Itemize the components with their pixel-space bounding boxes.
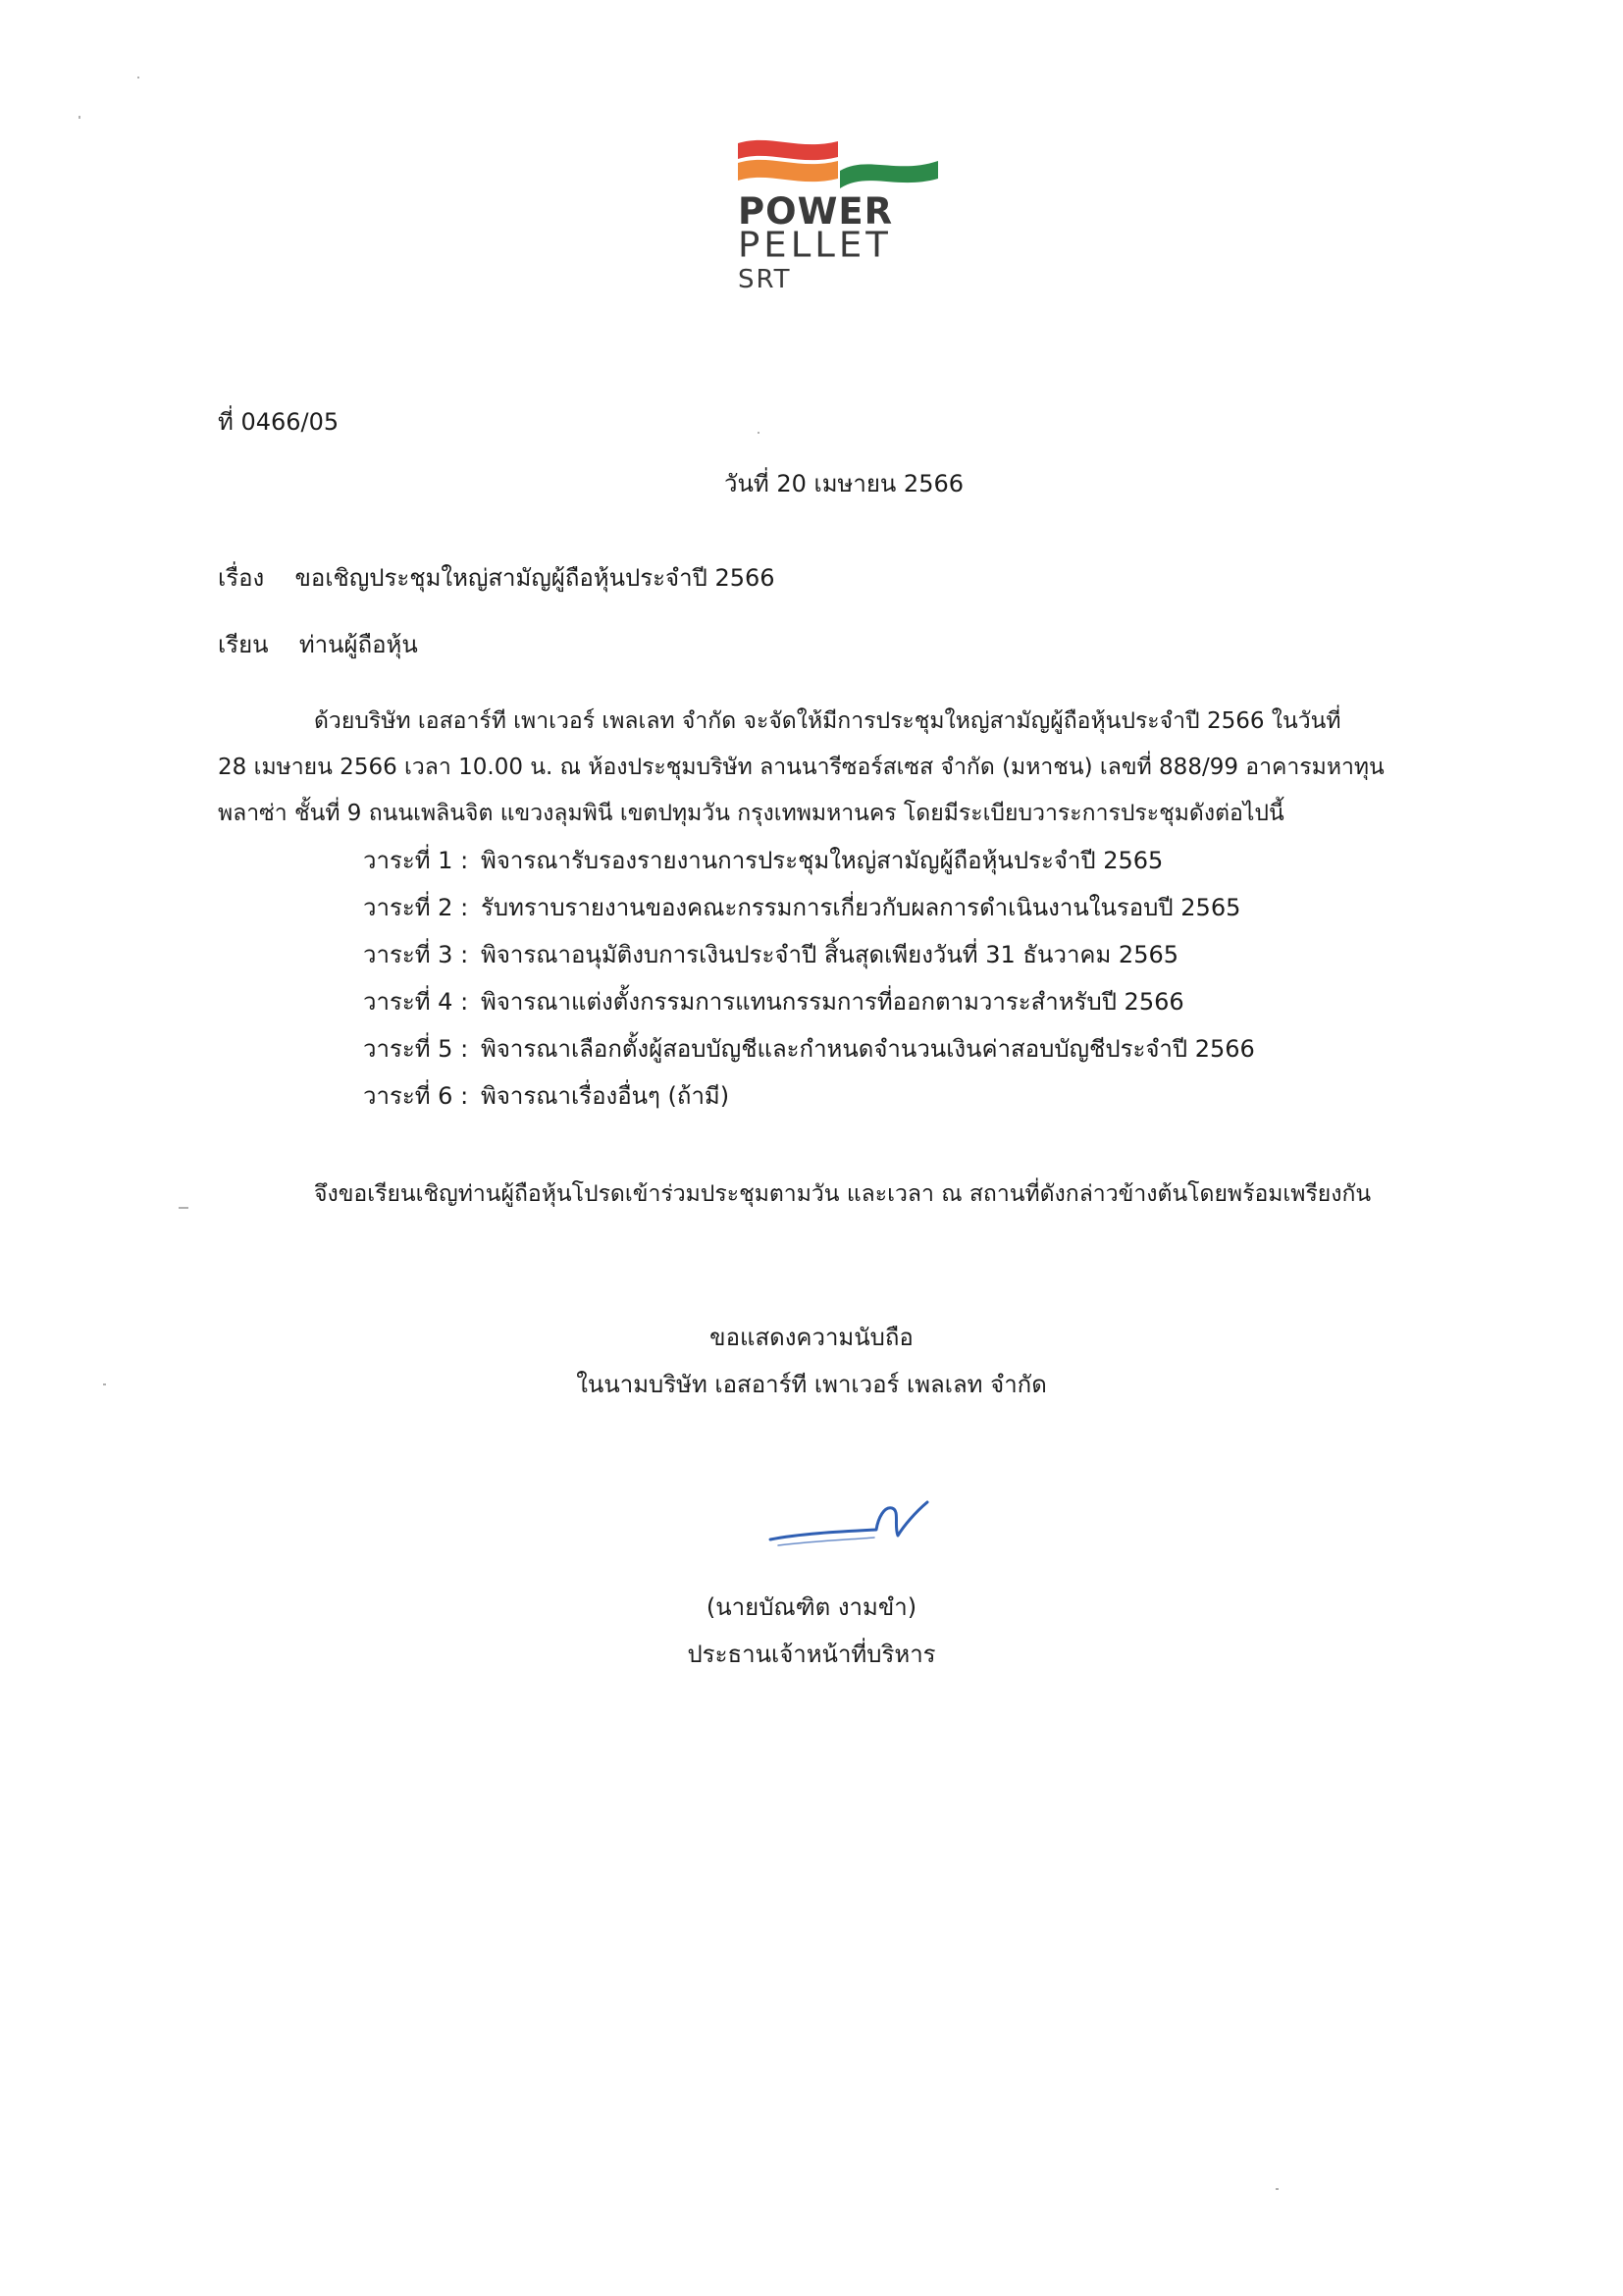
agenda-item-text: พิจารณารับรองรายงานการประชุมใหญ่สามัญผู้ถือหุ้นประจำปี 2565 xyxy=(481,847,1164,874)
scan-speck xyxy=(79,116,80,119)
scan-speck xyxy=(137,77,139,78)
agenda-item-text: พิจารณาเลือกตั้งผู้สอบบัญชีและกำหนดจำนวนเงินค่าสอบบัญชีประจำปี 2566 xyxy=(481,1035,1255,1063)
agenda-item-label: วาระที่ 2 : xyxy=(363,894,469,921)
agenda-item-label: วาระที่ 4 : xyxy=(363,988,469,1016)
agenda-item-text: พิจารณาแต่งตั้งกรรมการแทนกรรมการที่ออกตามวาระสำหรับปี 2566 xyxy=(481,988,1184,1016)
recipient-text: ท่านผู้ถือหุ้น xyxy=(298,631,418,658)
agenda-item-text: พิจารณาอนุมัติงบการเงินประจำปี สิ้นสุดเพียงวันที่ 31 ธันวาคม 2565 xyxy=(481,941,1178,968)
agenda-item-label: วาระที่ 3 : xyxy=(363,941,469,968)
agenda-item-text: พิจารณาเรื่องอื่นๆ (ถ้ามี) xyxy=(481,1082,730,1110)
signature-icon xyxy=(760,1487,957,1555)
signatory-title: ประธานเจ้าหน้าที่บริหาร xyxy=(687,1641,936,1668)
scan-speck xyxy=(179,1207,188,1209)
agenda-item-label: วาระที่ 1 : xyxy=(363,847,469,874)
agenda-item-text: รับทราบรายงานของคณะกรรมการเกี่ยวกับผลการดำเนินงานในรอบปี 2565 xyxy=(481,894,1241,921)
closing-regards: ขอแสดงความนับถือ xyxy=(709,1324,914,1351)
agenda-item xyxy=(363,938,1178,971)
signature-image xyxy=(760,1487,957,1555)
body-line-2: 28 เมษายน 2566 เวลา 10.00 น. ณ ห้องประชุมบริษัท ลานนารีซอร์สเซส จำกัด (มหาชน) เลขที่ 888/99 อาคารมหาทุน xyxy=(218,755,1385,780)
signatory-name: (นายบัณฑิต งามขำ) xyxy=(706,1593,917,1621)
recipient-label: เรียน xyxy=(218,631,269,658)
logo-word-pellet: PELLET xyxy=(738,225,892,265)
logo-word-power: POWER xyxy=(738,190,894,233)
scan-speck xyxy=(758,432,759,434)
agenda-item xyxy=(363,1079,729,1113)
logo-flag-icon xyxy=(730,135,946,194)
agenda-item xyxy=(363,891,1240,924)
invitation-text: จึงขอเรียนเชิญท่านผู้ถือหุ้นโปรดเข้าร่วมประชุมตามวัน และเวลา ณ สถานที่ดังกล่าวข้างต้นโดยพร้อมเพรียงกัน xyxy=(314,1181,1372,1207)
logo-word-srt: SRT xyxy=(738,265,792,294)
recipient-line xyxy=(218,628,418,661)
agenda-item-label: วาระที่ 5 : xyxy=(363,1035,469,1063)
subject-line xyxy=(218,561,775,595)
subject-label: เรื่อง xyxy=(218,564,265,592)
reference-number: ที่ 0466/05 xyxy=(218,408,340,436)
body-line-3: พลาซ่า ชั้นที่ 9 ถนนเพลินจิต แขวงลุมพินี เขตปทุมวัน กรุงเทพมหานคร โดยมีระเบียบวาระการประชุมดังต่อไปนี้ xyxy=(218,801,1284,826)
body-line-1: ด้วยบริษัท เอสอาร์ที เพาเวอร์ เพลเลท จำกัด จะจัดให้มีการประชุมใหญ่สามัญผู้ถือหุ้นประจำปี 2566 ในวันที่ xyxy=(314,708,1341,734)
company-logo xyxy=(730,135,946,302)
agenda-item-label: วาระที่ 6 : xyxy=(363,1082,469,1110)
agenda-item xyxy=(363,985,1184,1018)
subject-text: ขอเชิญประชุมใหญ่สามัญผู้ถือหุ้นประจำปี 2566 xyxy=(294,564,775,592)
scan-speck xyxy=(1276,2188,1279,2190)
agenda-item xyxy=(363,844,1163,877)
closing-on-behalf: ในนามบริษัท เอสอาร์ที เพาเวอร์ เพลเลท จำกัด xyxy=(576,1371,1047,1398)
letter-date: วันที่ 20 เมษายน 2566 xyxy=(724,470,964,497)
agenda-item xyxy=(363,1032,1255,1066)
